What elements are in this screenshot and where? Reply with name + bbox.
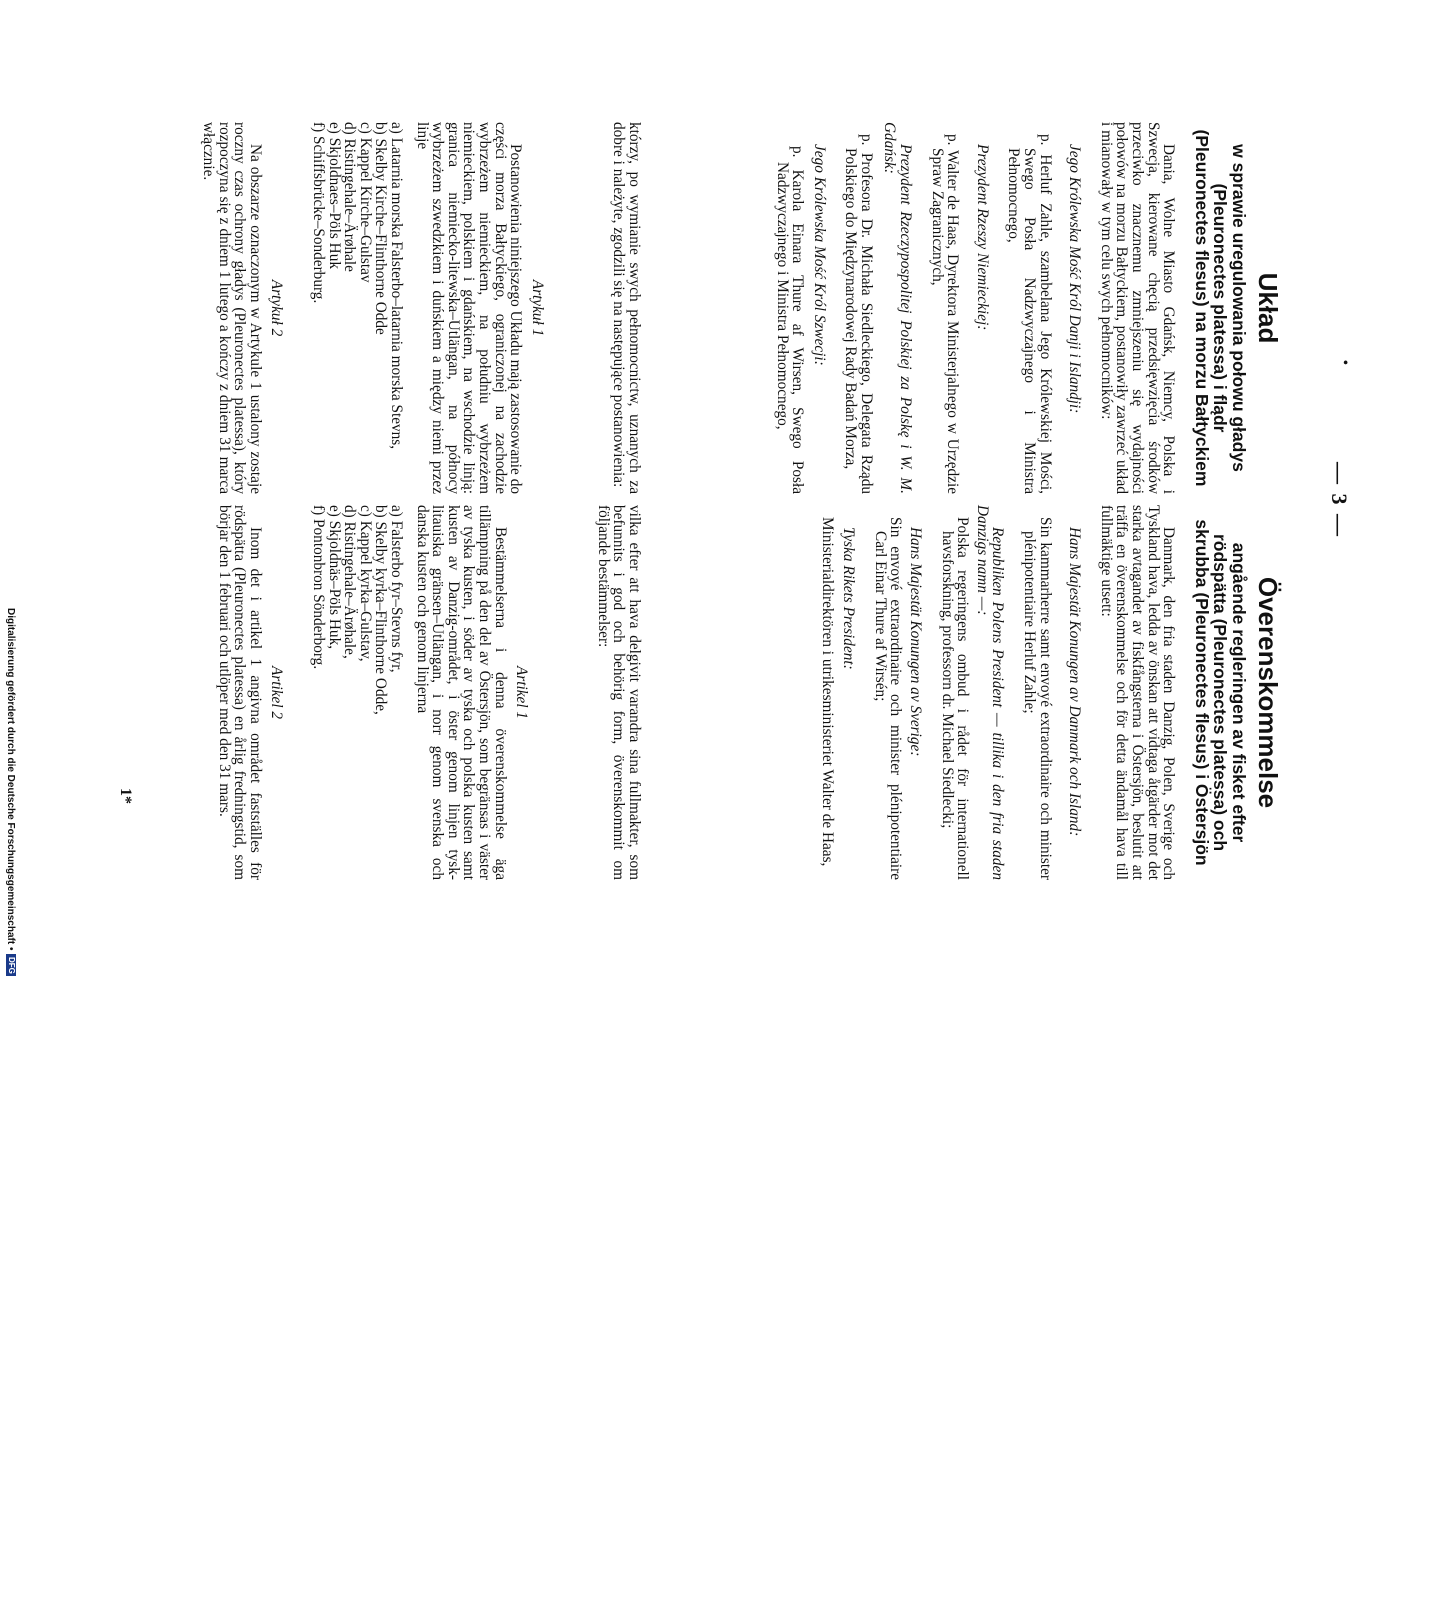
polish-party-3-heading: Prezydent Rzeczypospolitej Polskiej za Polskę i W. M. Gdańsk: (881, 122, 915, 494)
polish-party-4-name: p. Karola Einara Thure af Wirsen, Swego Posła Nadzwyczajnego i Ministra Pełnomocnego, (773, 146, 807, 494)
swedish-party-2-heading: Republiken Polens President — tillika i den fria staden Danzigs namn —: (973, 505, 1007, 880)
swedish-subtitle: angående regleringen av fisket efter rödspätta (Pleuronectes platessa) och skrubba (Pleuronectes flesus) i Östersjön (1191, 519, 1249, 866)
swedish-party-3-heading: Hans Majestät Konungen av Sverige: (907, 527, 925, 757)
polish-party-1-heading: Jego Królewska Mość Król Danji i Islandji: (1066, 144, 1084, 414)
swedish-article-1-body: Bestämmelserna i denna överenskommelse äga tillämpning på den del av Östersjön, som begränsas i väster av tyska kusten, i söder av tyska och polska kusten samt kusten av Danzig-området, i öster genom linjen tysk-litauiska gränsen–Utlängan, i norr genom svenska och danska kusten och genom linjerna (413, 505, 509, 880)
dfg-logo-icon: DFG (6, 954, 16, 976)
polish-article-1-item: c) Kappel Kirche–Gulstav (356, 122, 374, 283)
swedish-lower-right-column (216, 505, 642, 880)
swedish-article-1-item: e) Skjoldnäs–Pöls Huk, (325, 505, 343, 650)
polish-article-1-item: e) Skjoldnaes–Pöls Huk (325, 122, 343, 270)
swedish-article-1-title: Artikel 1 (513, 665, 531, 720)
signature-mark: 1* (117, 788, 134, 804)
swedish-preamble: Danmark, den fria staden Danzig, Polen, Sverige och Tyskland hava, ledda av önskan att vidtaga åtgärder mot det starka avtagandet av fiskfångsterna i Östersjön, beslutit att träffa en överenskommelse och för detta ändamål hava till fullmäktige utsett: (1097, 505, 1178, 880)
polish-party-4-heading: Jego Królewska Mość Król Szwecji: (810, 144, 828, 366)
polish-closing: którzy, po wymianie swych pełnomocnictw, uznanych za dobre i należyte, zgodzili się na następujące postanowienia: (610, 122, 643, 494)
polish-party-2-heading: Prezydent Rzeszy Niemieckiej: (973, 144, 991, 331)
polish-party-1-name: p. Herluf Zahle, szambelana Jego Królewskiej Mości, Swego Posła Nadzwyczajnego i Ministra Pełnomocnego, (1005, 134, 1054, 494)
polish-title: Układ (1253, 272, 1283, 344)
swedish-party-4-name: Ministerialdirektören i utrikesministeriet Walter de Haas, (818, 517, 836, 867)
swedish-article-1-item: c) Kappel kyrka–Gulstav, (356, 505, 374, 662)
page-header (1326, 0, 1352, 1000)
swedish-party-4-heading: Tyska Rikets President: (840, 527, 858, 670)
polish-article-1-item: b) Skelby Kirche–Flinthorne Odde (372, 122, 390, 335)
swedish-article-1-item: a) Falsterbo fyr–Stevns fyr, (388, 505, 406, 673)
polish-article-1-item: d) Ristingehale–Ärøhale (341, 122, 359, 272)
header-dot: • (1337, 360, 1352, 367)
swedish-article-1-item: f) Pontonbron Sönderborg. (310, 505, 328, 670)
polish-upper-left-column (774, 122, 1282, 494)
polish-article-2-body: Na obszarze oznaczonym w Artykule 1 ustalony zostaje roczny czas ochrony gładys (Pleuronectes platessa), który rozpoczyna się z dniem 1 lutego a kończy z dniem 31 marca włącznie. (200, 122, 264, 494)
swedish-article-2-body: Inom det i artikel 1 angivna området fastställes för rödspätta (Pleuronectes platessa) en årlig fredningstid, som börjar den 1 februari och utlöper med den 31 mars. (215, 505, 264, 880)
swedish-party-1-name: Sin kammarherre samt envoyé extraordinaire och minister plénipotentiaire Herluf Zahle; (1021, 517, 1054, 880)
swedish-closing: vilka efter att hava delgivit varandra sina fullmakter, som befunnits i god och behörig form, överenskommit om följande bestämmelser: (594, 505, 643, 880)
swedish-upper-right-column (819, 505, 1282, 880)
page-number: — 3 — (1327, 462, 1352, 538)
swedish-article-2-title: Artikel 2 (268, 665, 286, 720)
polish-article-1-item: a) Latarnia morska Falsterbo–latarnia morska Stevns, (388, 122, 406, 450)
swedish-party-3-name: Sin envoyé extraordinaire och minister plénipotentiaire Carl Einar Thure af Wirsén; (871, 517, 905, 880)
swedish-party-1-heading: Hans Majestät Konungen av Danmark och Island: (1066, 527, 1084, 837)
swedish-article-1-item: b) Skelby kyrka–Flinthorne Odde, (372, 505, 390, 715)
polish-article-1-body: Postanowienia niniejszego Układu mają zastosowanie do części morza Bałtyckiego, ograniczonej na zachodzie wybrzeżem niemieckiem, na południu wybrzeżem niemieckiem, polskiem i gdańskiem, na wschodzie linją: granica niemiecko-litewska–Utlängan, na północy wybrzeżem szwedzkiem i duńskiem a między niemi przez linje (413, 122, 525, 494)
credit-text: Digitalisierung gefördert durch die Deutsche Forschungsgemeinschaft • (5, 608, 16, 951)
polish-lower-left-column (201, 122, 642, 494)
polish-article-1-item: f) Schiffsbrücke–Sonderburg. (310, 122, 328, 304)
polish-article-2-title: Artykuł 2 (268, 279, 286, 337)
polish-preamble: Dania, Wolne Miasto Gdańsk, Niemcy, Polska i Szwecja, kierowane chęcią przedsięwzięcia środków przeciwko znacznemu zmniejszeniu się wydajności połowów na morzu Bałtyckiem, postanowiły zawrzeć układ i mianowały w tym celu swych pełnomocników: (1097, 122, 1178, 494)
swedish-article-1-item: d) Ristingehale–Ärøhale, (341, 505, 359, 659)
polish-party-2-name: p. Walter de Haas, Dyrektora Ministerjalnego w Urzędzie Spraw Zagranicznych, (928, 134, 962, 494)
swedish-title: Överenskommelse (1253, 576, 1283, 809)
swedish-party-2-name: Polska regeringens ombud i rådet för internationell havsforskning, professorn dr. Michael Siedlecki; (938, 517, 972, 880)
polish-subtitle: w sprawie uregulowania połowu gładys (Pleuronectes platessa) i flądr (Pleuronectes flesus) na morzu Bałtyckiem (1191, 129, 1249, 487)
digitization-credit (5, 608, 16, 1608)
polish-article-1-title: Artykuł 1 (528, 279, 546, 337)
polish-party-3-name: p. Profesora Dr. Michała Siedleckiego, Delegata Rządu Polskiego do Międzynarodowej Rady Badań Morza, (842, 134, 875, 494)
